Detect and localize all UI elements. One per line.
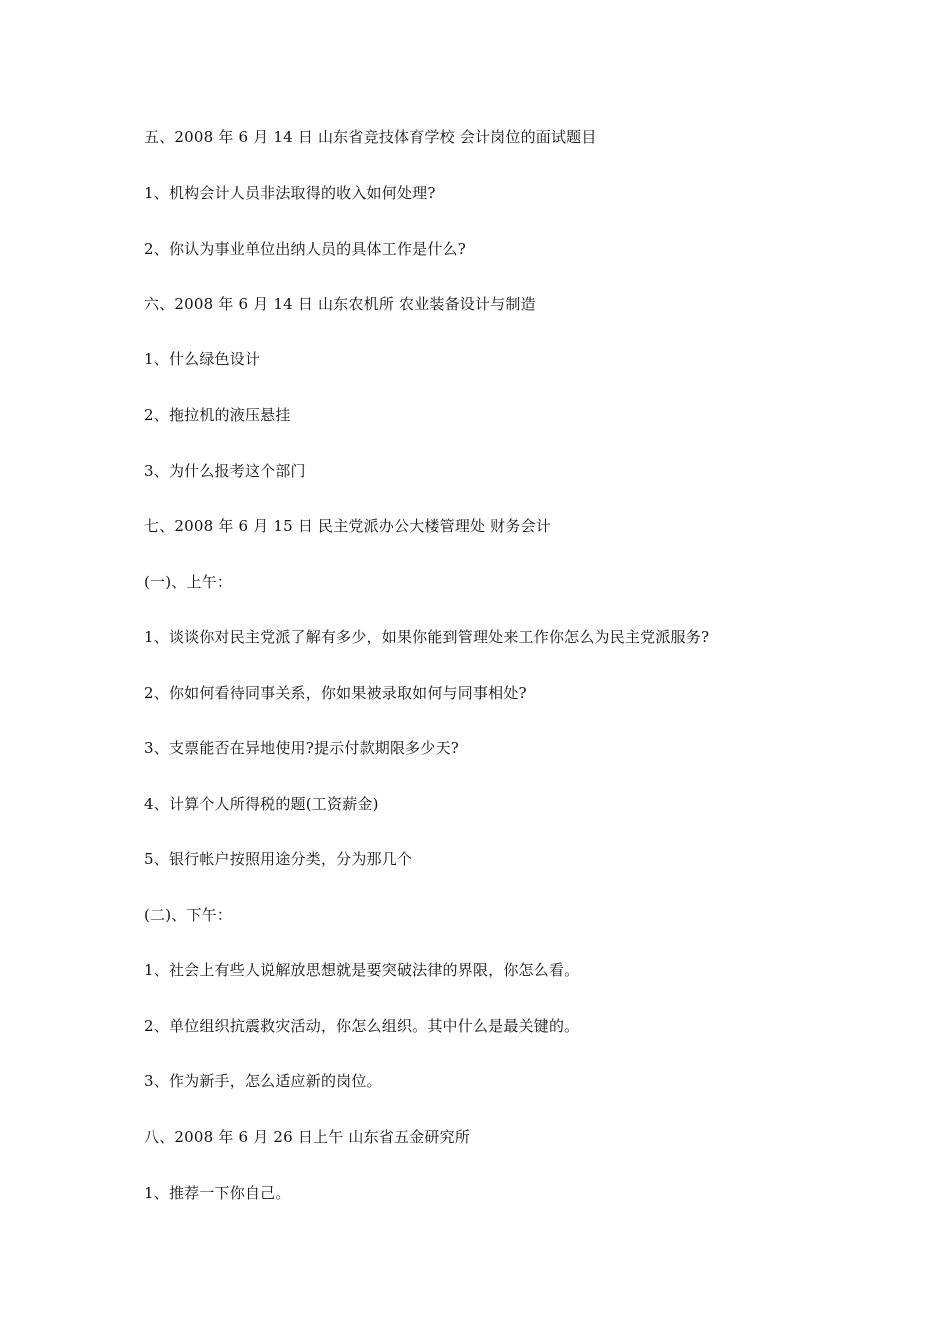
subsection-heading-morning: (一)、上午： — [144, 573, 233, 591]
section-heading-6: 六、2008 年 6 月 14 日 山东农机所 农业装备设计与制造 — [144, 295, 536, 313]
question-line: 5、银行帐户按照用途分类，分为那几个 — [144, 850, 413, 868]
question-line: 1、机构会计人员非法取得的收入如何处理? — [144, 184, 436, 202]
question-line: 3、作为新手，怎么适应新的岗位。 — [144, 1072, 382, 1090]
question-line: 3、支票能否在异地使用?提示付款期限多少天? — [144, 739, 460, 757]
section-heading-7: 七、2008 年 6 月 15 日 民主党派办公大楼管理处 财务会计 — [144, 517, 551, 535]
question-line: 2、拖拉机的液压悬挂 — [144, 406, 291, 424]
section-heading-5: 五、2008 年 6 月 14 日 山东省竞技体育学校 会计岗位的面试题目 — [144, 128, 597, 146]
question-line: 2、你如何看待同事关系，你如果被录取如何与同事相处? — [144, 684, 527, 702]
subsection-heading-afternoon: (二)、下午： — [144, 906, 233, 924]
question-line: 1、推荐一下你自己。 — [144, 1184, 291, 1202]
question-line: 1、社会上有些人说解放思想就是要突破法律的界限，你怎么看。 — [144, 961, 580, 979]
section-heading-8: 八、2008 年 6 月 26 日上午 山东省五金研究所 — [144, 1128, 471, 1146]
question-line: 2、单位组织抗震救灾活动，你怎么组织。其中什么是最关键的。 — [144, 1017, 580, 1035]
question-line: 4、计算个人所得税的题(工资薪金) — [144, 795, 379, 813]
question-line: 2、你认为事业单位出纳人员的具体工作是什么? — [144, 240, 466, 258]
question-line: 3、为什么报考这个部门 — [144, 462, 306, 480]
question-line: 1、谈谈你对民主党派了解有多少，如果你能到管理处来工作你怎么为民主党派服务? — [144, 628, 710, 646]
question-line: 1、什么绿色设计 — [144, 350, 261, 368]
